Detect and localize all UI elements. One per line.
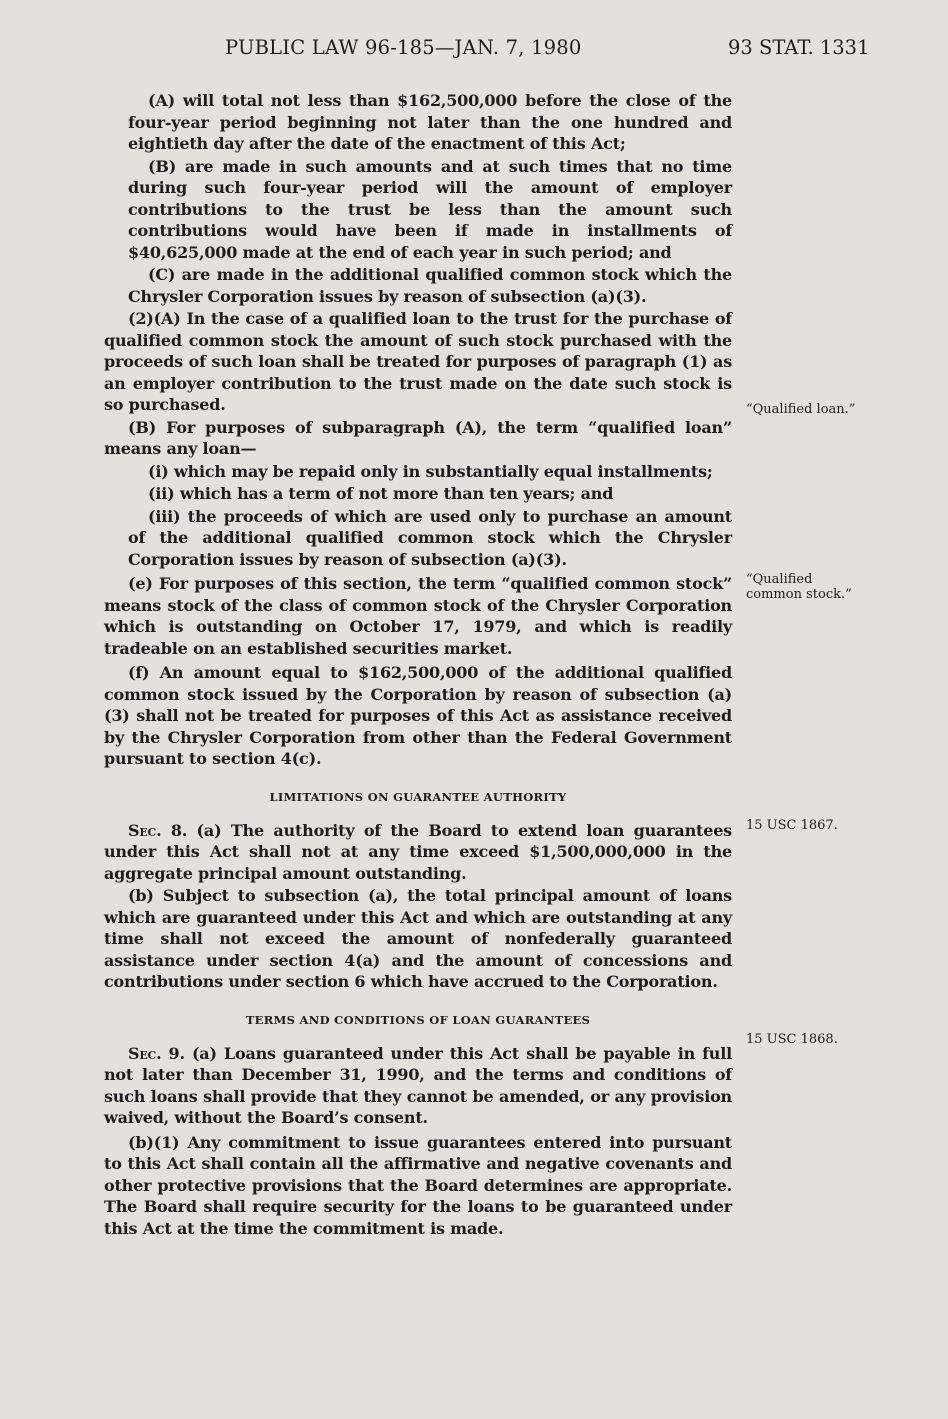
section-8a [104, 820, 732, 885]
section-8a-text: (a) The authority of the Board to extend loan guarantees under this Act shall not at any time exceed $1,500,000,000 in the aggregate principal amount outstanding. [104, 820, 732, 883]
stat-page-number: 93 STAT. 1331 [728, 36, 870, 59]
clause-i: (i) which may be repaid only in substantially equal installments; [148, 461, 713, 481]
clause-ii: (ii) which has a term of not more than ten years; and [148, 484, 614, 503]
margin-note-15-usc-1868: 15 USC 1868. [746, 1032, 838, 1047]
section-9a [104, 1043, 732, 1129]
paragraph-c-stock: (C) are made in the additional qualified common stock which the Chrysler Corporation issues by reason of subsection (a)(3). [128, 265, 732, 306]
section-9a-text: (a) Loans guaranteed under this Act shall be payable in full not later than December 31, 1990, and the terms and conditions of such loans shall provide that they cannot be amended, or any provision waived, without the Board’s consent. [104, 1043, 733, 1127]
section-8b: (b) Subject to subsection (a), the total principal amount of loans which are guaranteed under this Act and which are outstanding at any time shall not exceed the amount of nonfederally guaranteed assistance under section 4(a) and the amount of concessions and contributions under section 6 which have accrued to the Corporation. [104, 886, 732, 991]
section-9-label: Sec. 9. [128, 1043, 185, 1063]
subsection-f: (f) An amount equal to $162,500,000 of the additional qualified common stock issued by the Corporation by reason of subsection (a)(3) shall not be treated for purposes of this Act as assistance received by the Chrysler Corporation from other than the Federal Government pursuant to section 4(c). [104, 663, 732, 768]
page-header [0, 36, 948, 66]
subsection-e: (e) For purposes of this section, the term “qualified common stock” means stock of the class of common stock of the Chrysler Corporation which is outstanding on October 17, 1979, and which is readily tradeable on an established securities market. [104, 574, 732, 658]
section-heading-limitations: LIMITATIONS ON GUARANTEE AUTHORITY [269, 789, 567, 804]
margin-note-qualified-stock-2: common stock.” [746, 587, 852, 602]
main-text [104, 90, 732, 1239]
paragraph-a-total: (A) will total not less than $162,500,000 before the close of the four-year period beginning not later than the one hundred and eightieth day after the date of the enactment of this Act; [128, 91, 732, 153]
section-9b1: (b)(1) Any commitment to issue guarantees entered into pursuant to this Act shall contain all the affirmative and negative covenants and other protective provisions that the Board determines are appropriate. The Board shall require security for the loans to be guaranteed under this Act at the time the commitment is made. [104, 1132, 732, 1238]
margin-note-15-usc-1867: 15 USC 1867. [746, 818, 838, 833]
section-heading-terms: TERMS AND CONDITIONS OF LOAN GUARANTEES [245, 1012, 591, 1027]
paragraph-2a: (2)(A) In the case of a qualified loan to the trust for the purchase of qualified common stock the amount of such stock purchased with the proceeds of such loan shall be treated for purposes of paragraph (1) as an employer contribution to the trust made on the date such stock is so purchased. [104, 309, 732, 414]
clause-iii: (iii) the proceeds of which are used only to purchase an amount of the additional qualified common stock which the Chrysler Corporation issues by reason of subsection (a)(3). [128, 506, 732, 569]
paragraph-b-amounts: (B) are made in such amounts and at such times that no time during such four-year period will the amount of employer contributions to the trust be less than the amount such contributions would have been if made in installments of $40,625,000 made at the end of each year in such period; and [128, 156, 732, 262]
running-head: PUBLIC LAW 96-185—JAN. 7, 1980 [225, 36, 582, 59]
margin-note-qualified-stock-1: “Qualified [746, 572, 813, 587]
paragraph-2b: (B) For purposes of subparagraph (A), the term “qualified loan” means any loan— [104, 417, 732, 458]
section-8-label: Sec. 8. [128, 820, 188, 840]
margin-note-qualified-loan: “Qualified loan.” [746, 402, 856, 417]
